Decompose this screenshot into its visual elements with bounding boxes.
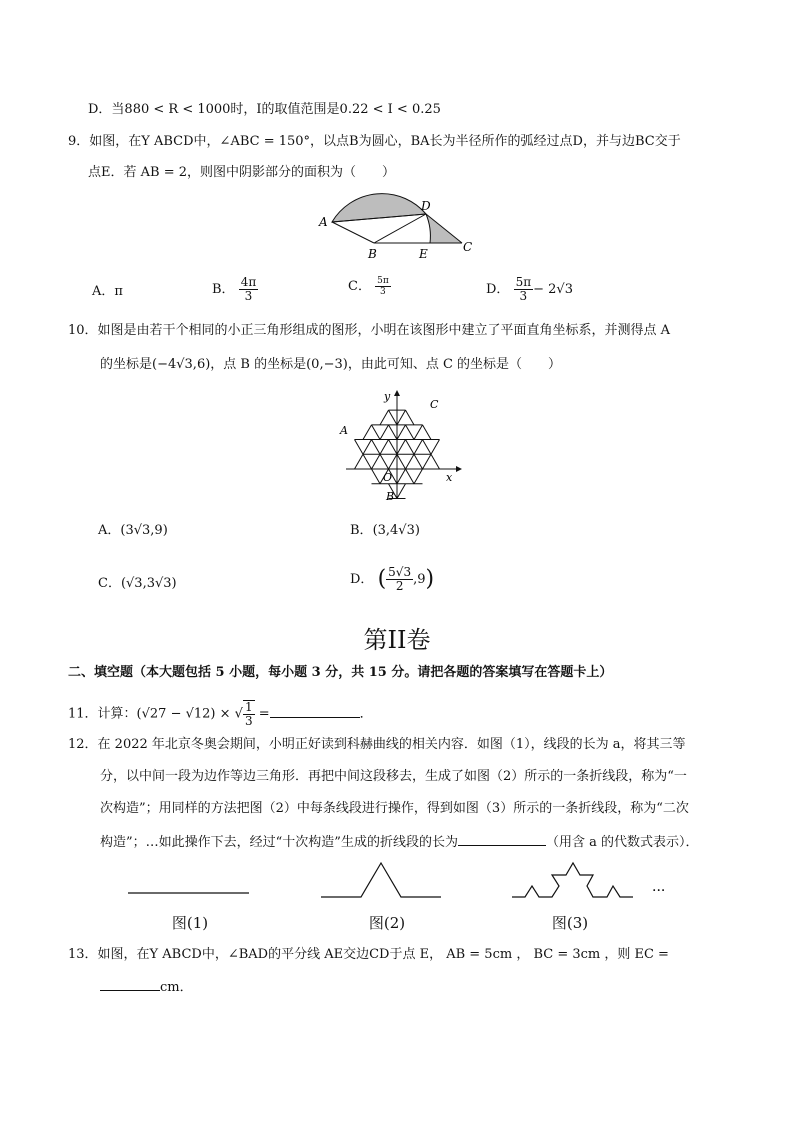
q10-figure [328,388,468,506]
q9-number: 9． [68,134,90,149]
grid-line [406,410,415,425]
option-label: D． [486,282,510,297]
q10-line1 [68,322,670,340]
q10-label-y: y [384,390,391,403]
q11 [68,700,373,728]
grid-line [423,454,432,469]
option-label: D． [350,572,374,587]
grid-line [397,425,406,440]
option-value: (3√3,9) [120,523,168,538]
q12-line1 [68,736,686,754]
option-tail: − 2√3 [533,282,573,297]
q9-label-b: B [368,247,377,261]
q10-stem-2b: ，点 B 的坐标是 [210,357,307,372]
q10-coord-a: (−4√3,6) [152,357,211,372]
grid-line [431,454,440,469]
koch-figures [0,855,794,905]
q13-number: 13． [68,947,98,962]
q10-stem-2c: ，由此可知、点 C 的坐标是（ ） [347,357,562,372]
y-axis-arrow [394,390,400,396]
q13-line2 [100,977,193,997]
grid-line [380,454,389,469]
sqrt-fraction [243,700,255,728]
sqrt-sign: √ [234,706,243,722]
section2-header: 二、填空题（本大题包括 5 小题，每小题 3 分，共 15 分。请把各题的答案填写在答题卡上） [68,665,613,680]
q9-stem-1: 如图，在Y ABCD中，∠ABC = 150°，以点B为圆心，BA长为半径所作的弧经过点D，并与边BC交于 [89,134,681,149]
q13-line1 [68,946,669,964]
grid-line [423,425,432,440]
grid-line [397,484,406,499]
q12-stem-3: 次构造”；用同样的方法把图（2）中每条线段进行操作，得到如图（3）所示的一条折线段，称为“二次 [100,801,689,816]
q10-option-c [98,575,177,593]
option-fraction [375,276,391,297]
grid-line [363,454,372,469]
frac-den: 3 [244,289,253,303]
option-tail: ,9 [413,572,426,587]
frac-num: 5√3 [388,565,412,579]
frac-den: 3 [519,289,528,303]
grid-line [397,454,406,469]
grid-line [397,440,406,455]
grid-line [372,454,381,469]
q9-label-a: A [319,215,328,229]
q9-label-e: E [419,247,428,261]
grid-line [397,410,406,425]
caption-fig1: 图(1) [171,914,209,932]
option-label: A． [92,284,115,299]
grid-line [380,425,389,440]
grid-line [355,440,364,455]
frac-num: 4π [240,275,257,289]
q9-stem-2: 点E．若 AB = 2，则图中阴影部分的面积为（ ） [88,165,395,180]
q10-option-b [350,522,420,540]
q12-line4 [100,832,698,852]
q13-answer-blank[interactable] [100,977,160,991]
grid-line [406,454,415,469]
q12-stem-4a: 构造”；…如此操作下去，经过“十次构造”生成的折线段的长为 [100,835,458,850]
q9-side-ab [332,222,374,243]
q10-option-a [98,522,168,540]
q9-option-c [348,276,391,297]
right-paren: ) [425,566,435,592]
q12-stem-4b: （用含 a 的代数式表示）． [545,835,699,850]
q13-unit: cm． [160,980,193,995]
frac-num: 5π [377,276,389,286]
koch-fig2-polyline [321,863,441,897]
q10-option-d [350,566,434,593]
frac-den: 3 [244,714,253,728]
q9-figure [312,188,482,268]
grid-line [414,440,423,455]
grid-line [414,469,423,484]
q10-label-x: x [446,471,453,484]
q9-label-c: C [463,240,473,254]
frac-num: 5π [515,275,532,289]
grid-line [389,425,398,440]
option-label: C． [98,576,121,591]
option-label: A． [98,523,121,538]
section-title: 第II卷 [363,626,431,654]
option-label: B． [350,523,373,538]
q12-answer-blank[interactable] [458,832,546,846]
koch-fig3-polyline [512,863,633,897]
q10-label-b: B [386,490,395,503]
q9-option-b [212,276,258,303]
grid-line [431,440,440,455]
frac-den: 3 [380,287,386,297]
q12-stem-1: 在 2022 年北京冬奥会期间，小明正好读到科赫曲线的相关内容．如图（1），线段的长为 a，将其三等 [97,737,686,752]
grid-line [406,440,415,455]
option-value: (√3,3√3) [120,576,177,591]
grid-line [363,440,372,455]
q10-label-c: C [430,398,439,411]
grid-line [397,469,406,484]
q12-stem-2: 分，以中间一段为边作等边三角形．再把中间这段移去，生成了如图（2）所示的一条折线段，称为“一 [100,769,687,784]
frac-den: 2 [395,579,404,593]
grid-line [389,454,398,469]
q8-option-d: D．当880 < R < 1000时，I的取值范围是0.22 < I < 0.25 [88,102,441,117]
frac-num: 1 [244,700,253,714]
q11-answer-blank[interactable] [270,704,360,718]
grid-line [372,469,381,484]
x-axis-arrow [456,466,462,472]
koch-ellipsis: ··· [652,883,666,899]
q11-expression: 计算：(√27 − √12) × [97,706,235,722]
caption-fig2: 图(2) [368,914,406,932]
q9-label-d: D [421,199,431,213]
left-paren: ( [377,566,387,592]
caption-fig3: 图(3) [551,914,589,932]
q12-number: 12． [68,737,98,752]
grid-line [406,425,415,440]
option-value: π [114,284,123,299]
option-fraction [386,566,413,593]
grid-line [380,410,389,425]
grid-line [389,440,398,455]
option-label: B． [212,282,235,297]
grid-line [414,454,423,469]
grid-line [414,425,423,440]
grid-line [372,440,381,455]
q10-label-o: O [383,471,393,484]
q9-option-d [486,276,573,303]
grid-line [355,454,364,469]
q10-coord-b: (0,−3) [306,357,348,372]
grid-line [406,469,415,484]
grid-line [423,440,432,455]
grid-line [380,440,389,455]
q10-line2 [100,356,561,374]
grid-line [389,410,398,425]
q11-number: 11． [68,706,98,722]
q10-label-a: A [340,424,348,437]
q10-number: 10． [68,323,98,338]
q9-diagonal-bd [374,214,426,243]
q13-stem-1: 如图，在Y ABCD中，∠BAD的平分线 AE交边CD于点 E， AB = 5cm ， BC = 3cm ，则 EC = [97,947,669,962]
q11-equals: = [254,706,270,722]
option-value: (3,4√3) [372,523,420,538]
grid-line [372,425,381,440]
q9-line1 [68,133,681,151]
q9-option-a [92,283,123,301]
q10-stem-2a: 的坐标是 [100,357,153,372]
option-fraction [514,276,534,303]
grid-line [363,425,372,440]
q11-end: ． [359,706,373,722]
option-label: C． [348,279,371,294]
option-fraction [239,276,259,303]
q10-stem-1: 如图是由若干个相同的小正三角形组成的图形，小明在该图形中建立了平面直角坐标系，并测得点 A [97,323,671,338]
